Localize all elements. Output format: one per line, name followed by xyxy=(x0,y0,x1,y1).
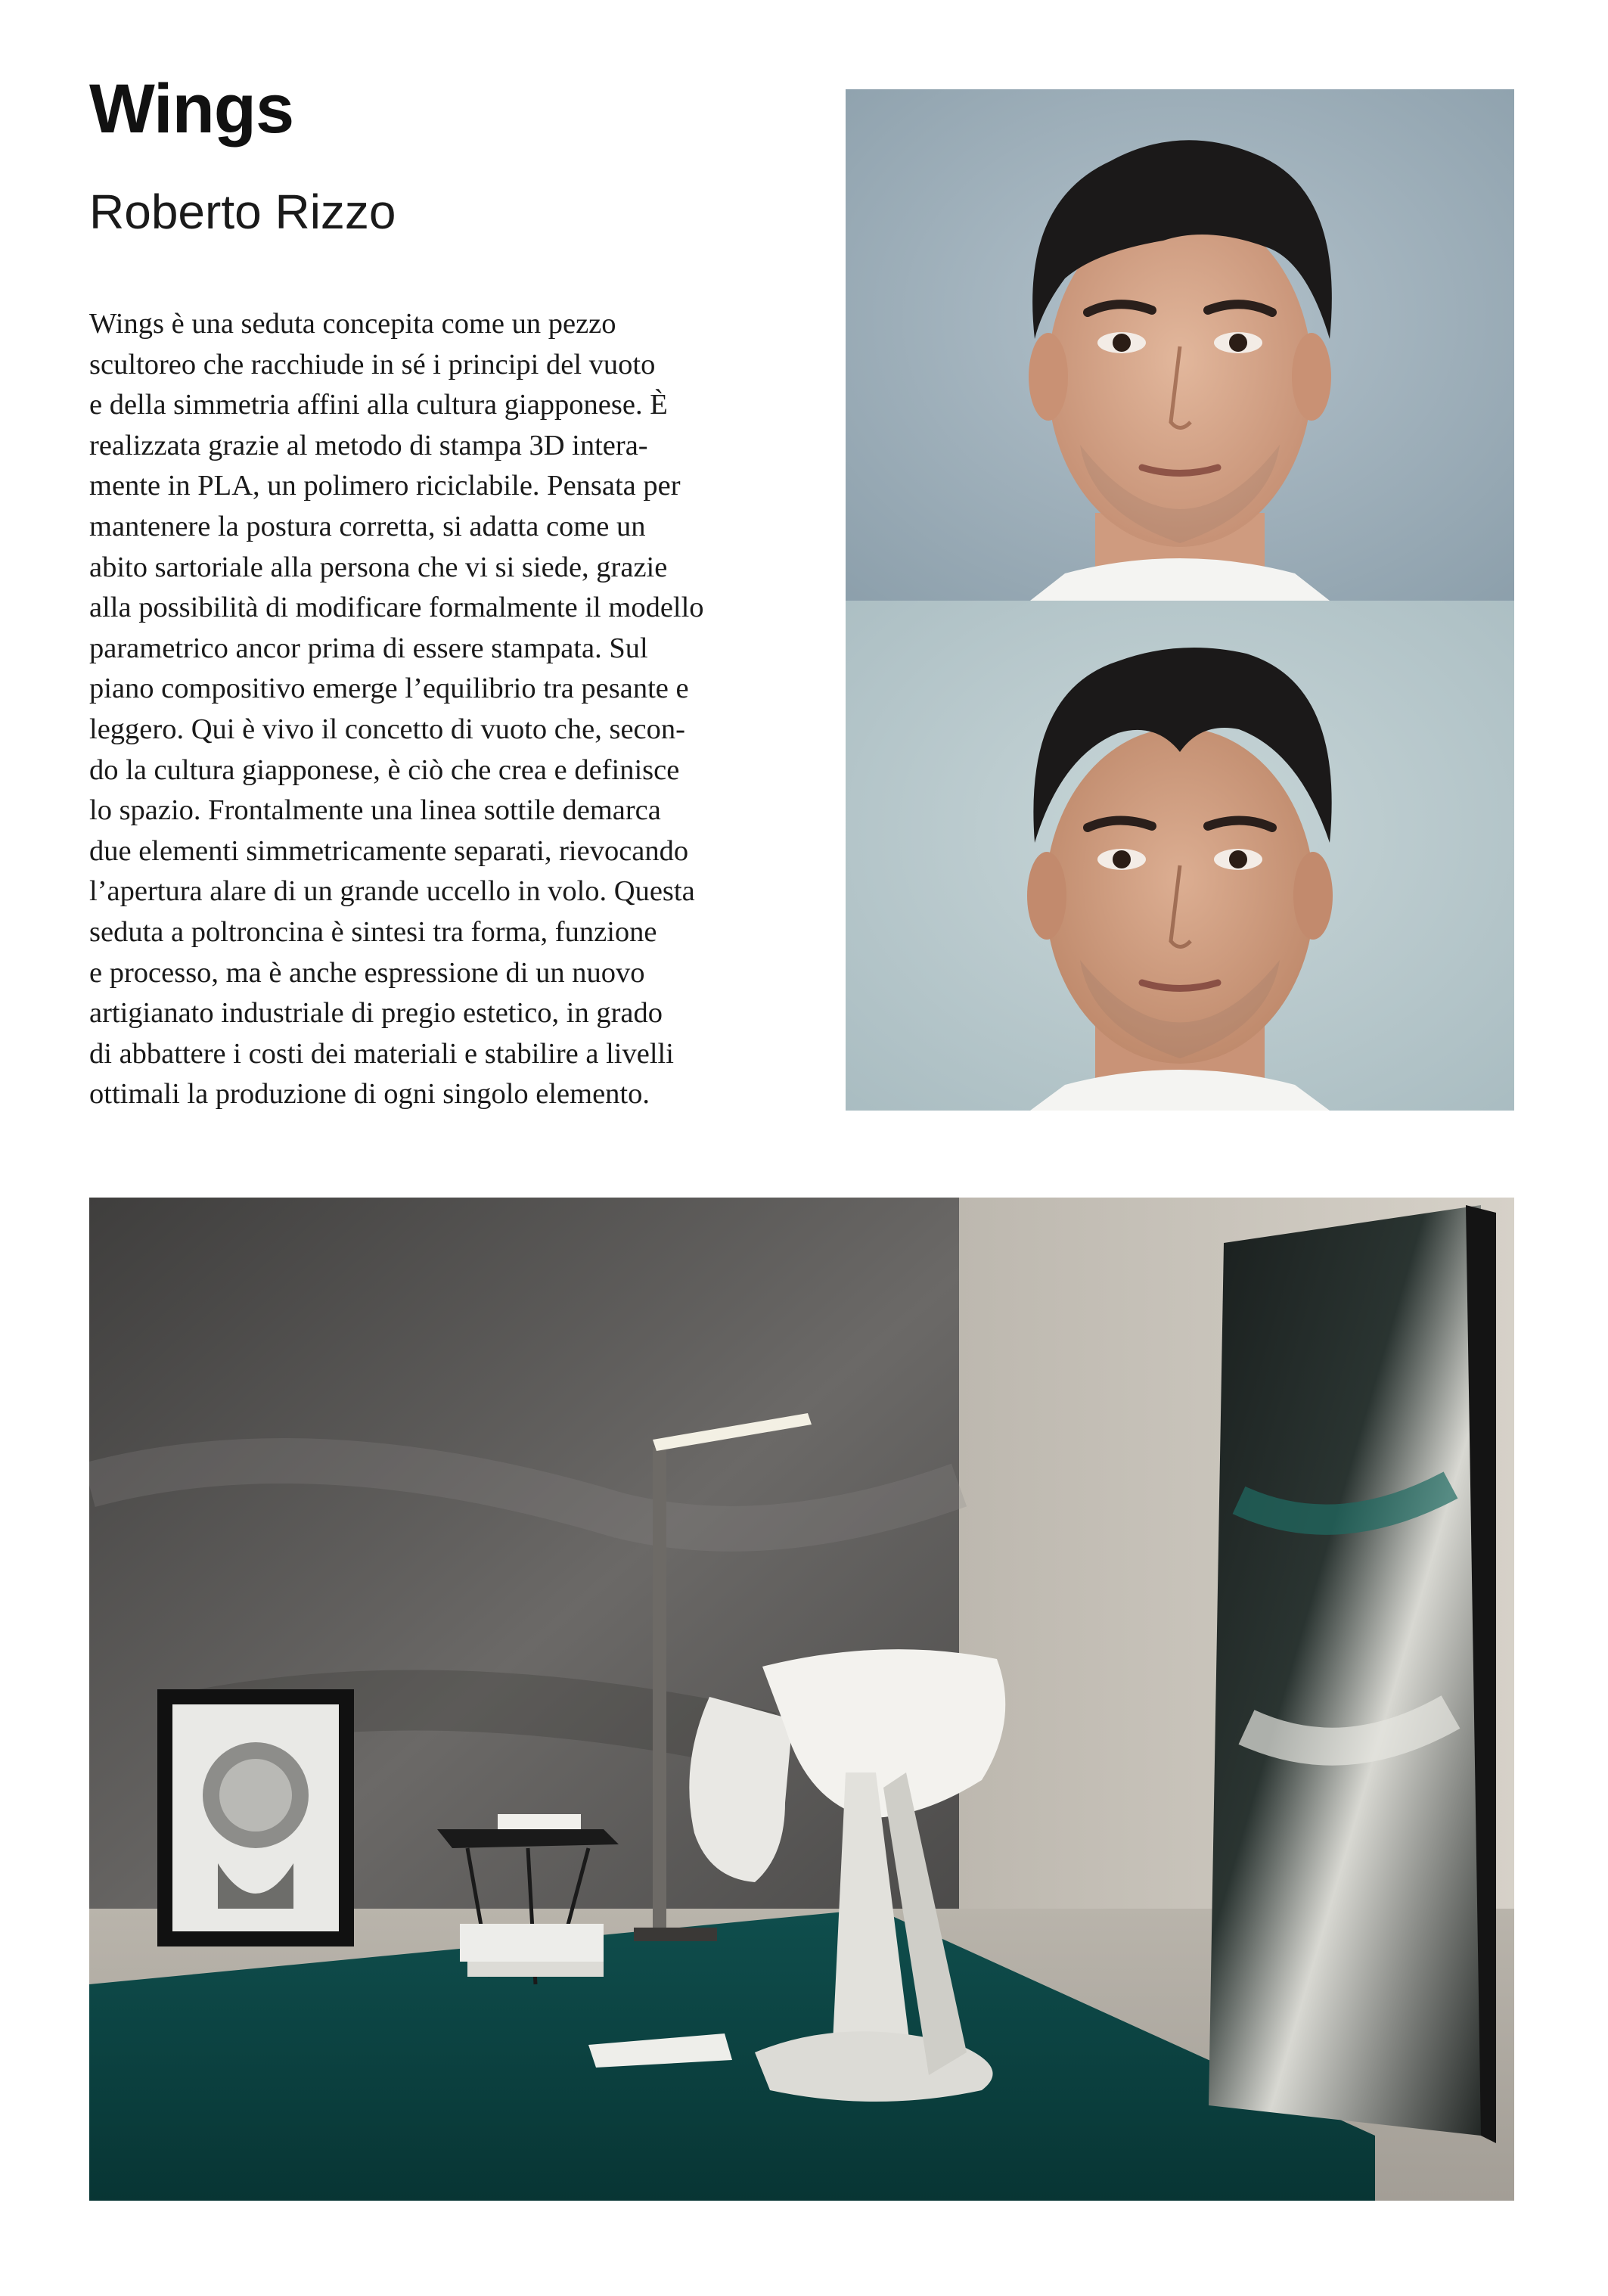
text-line: mente in PLA, un polimero riciclabile. Pensata per xyxy=(89,470,681,502)
text-line: piano compositivo emerge l’equilibrio tra pesante e xyxy=(89,673,689,705)
text-line: parametrico ancor prima di essere stampata. Sul xyxy=(89,632,648,664)
portrait-photo-top xyxy=(846,89,1514,601)
text-line: e della simmetria affini alla cultura giapponese. È xyxy=(89,389,668,421)
text-line: artigianato industriale di pregio estetico, in grado xyxy=(89,997,663,1030)
portrait-photo-bottom xyxy=(846,601,1514,1111)
text-line: e processo, ma è anche espressione di un nuovo xyxy=(89,956,645,989)
text-line: do la cultura giapponese, è ciò che crea e definisce xyxy=(89,753,680,786)
description-paragraph xyxy=(89,304,770,1115)
author-name: Roberto Rizzo xyxy=(89,185,396,239)
text-line: scultoreo che racchiude in sé i principi del vuoto xyxy=(89,348,656,381)
text-line: l’apertura alare di un grande uccello in volo. Questa xyxy=(89,875,695,908)
text-line: di abbattere i costi dei materiali e stabilire a livelli xyxy=(89,1037,674,1070)
text-line: lo spazio. Frontalmente una linea sottile demarca xyxy=(89,794,661,827)
text-line: due elementi simmetricamente separati, rievocando xyxy=(89,834,689,867)
text-line: leggero. Qui è vivo il concetto di vuoto che, secon- xyxy=(89,713,685,745)
text-line: seduta a poltroncina è sintesi tra forma, funzione xyxy=(89,915,657,948)
page-title: Wings xyxy=(89,70,294,148)
text-line: ottimali la produzione di ogni singolo elemento. xyxy=(89,1078,650,1111)
text-line: Wings è una seduta concepita come un pezzo xyxy=(89,308,616,340)
text-line: mantenere la postura corretta, si adatta come un xyxy=(89,510,646,542)
text-line: abito sartoriale alla persona che vi si siede, grazie xyxy=(89,551,668,583)
text-line: alla possibilità di modificare formalmente il modello xyxy=(89,592,704,624)
interior-render-photo xyxy=(89,1198,1514,2201)
text-line: realizzata grazie al metodo di stampa 3D intera- xyxy=(89,429,648,461)
